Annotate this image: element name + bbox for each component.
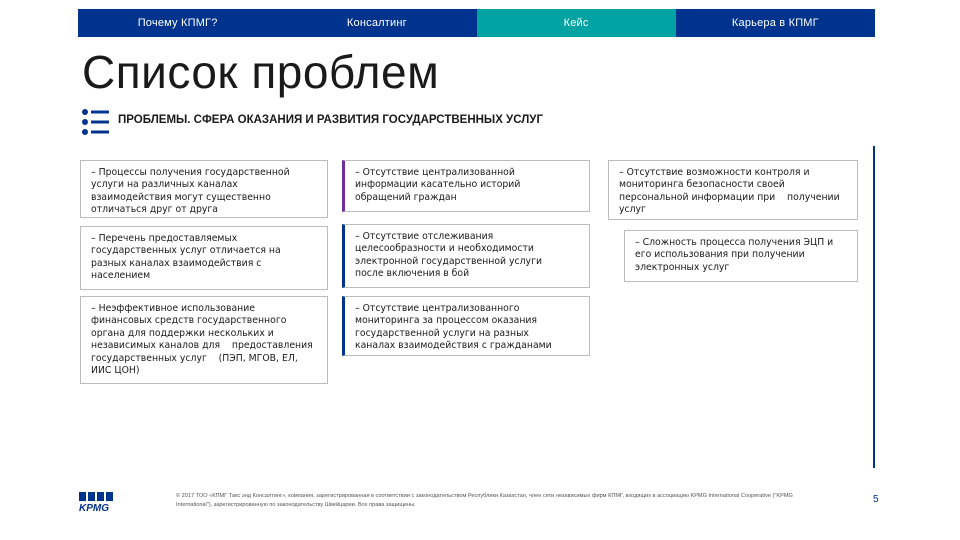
- page-number: 5: [873, 494, 879, 505]
- tab-consulting[interactable]: Консалтинг: [346, 17, 407, 29]
- tab-case[interactable]: Кейс: [477, 9, 676, 37]
- problem-card-8: [342, 296, 590, 356]
- problem-card-2: [342, 160, 590, 212]
- problem-card-7: [80, 296, 328, 384]
- problem-text: – Отсутствие централизованного мониторинга за процессом оказания государственной услуги на разных каналах взаимодействия с гражданами: [355, 303, 552, 352]
- kpmg-logo: [79, 492, 119, 512]
- problem-text: – Неэффективное использование финансовых средств государственного органа для поддержки нескольких и независимых каналов для предоставления государственных услуг (ПЭП, МГОВ, ЕЛ, ИИС ЦОН): [91, 303, 313, 377]
- problem-text: – Отсутствие централизованной информации касательно историй обращений граждан: [355, 167, 530, 203]
- problem-card-4: [80, 226, 328, 290]
- right-divider: [873, 146, 875, 468]
- tab-why-kpmg[interactable]: Почему КПМГ?: [137, 17, 218, 29]
- problem-text: – Сложность процесса получения ЭЦП и его использования при получении электронных услуг: [635, 237, 843, 273]
- problem-card-1: [80, 160, 328, 218]
- svg-text:KPMG: KPMG: [79, 503, 109, 512]
- problem-text: – Процессы получения государственной услуги на различных каналах взаимодействия могут существенно отличаться друг от друга: [91, 167, 299, 216]
- list-icon: [81, 108, 111, 136]
- section-subtitle: ПРОБЛЕМЫ. СФЕРА ОКАЗАНИЯ И РАЗВИТИЯ ГОСУДАРСТВЕННЫХ УСЛУГ: [118, 114, 543, 126]
- page-title: Список проблем: [82, 46, 440, 98]
- problem-card-5: [342, 224, 590, 288]
- tab-career[interactable]: Карьера в КПМГ: [731, 17, 819, 29]
- problem-card-3: [608, 160, 858, 220]
- copyright-text: © 2017 ТОО «КПМГ Такс энд Консалтинг», компания, зарегистрированная в соответствии с законодательством Республики Казахстан, член сети независимых фирм КПМГ, входящих в ассоциацию KPMG International Cooperative ("KPMG International"), зарегистрированную по законодательству Швейцарии. Все права защищены.: [176, 493, 793, 508]
- problem-text: – Перечень предоставляемых государственных услуг отличается на разных каналах взаимодействия с населением: [91, 233, 290, 282]
- top-navigation: [78, 9, 875, 37]
- problem-card-6: [624, 230, 858, 282]
- problem-text: – Отсутствие возможности контроля и мониторинга безопасности своей персональной информации при получении услуг: [619, 167, 840, 216]
- problem-text: – Отсутствие отслеживания целесообразности и необходимости электронной государственной услуги после включения в бой: [355, 231, 551, 280]
